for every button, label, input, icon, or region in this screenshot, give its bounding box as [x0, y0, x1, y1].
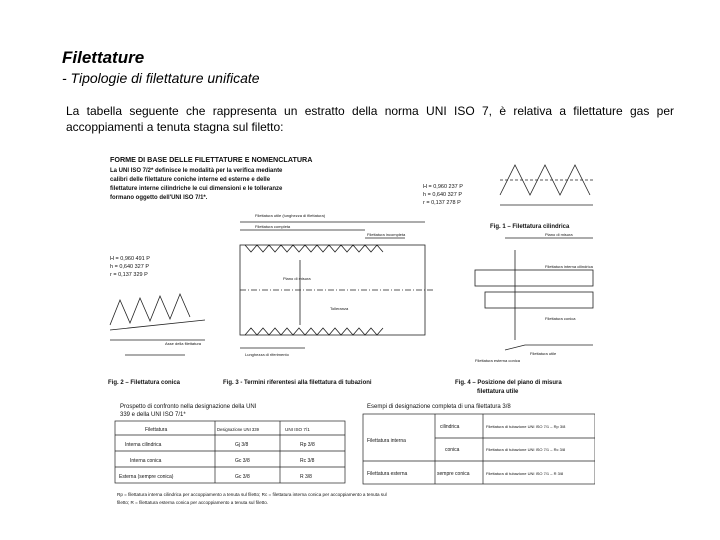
- table1-header-uni339: Designazione UNI 339: [217, 427, 259, 432]
- fig3-label-completa: Filettatura completa: [255, 224, 291, 229]
- fig3-pipe-drawing: [240, 222, 435, 348]
- table2-row3-designation: Filettatura di tubazione UNI ISO 7/1 – R 3/8: [486, 471, 564, 476]
- fig4-label-esterna: Filettatura esterna conica: [475, 358, 520, 363]
- page-title: Filettature: [62, 48, 145, 67]
- table1-row2-iso: Rc 3/8: [300, 458, 315, 464]
- fig4-label-utile: Filettatura utile: [530, 351, 557, 356]
- table1-row3-uni339: Gc 3/8: [235, 474, 250, 480]
- scan-desc-line-4: formano oggetto dell'UNI ISO 7/1*.: [110, 195, 208, 201]
- table2-row1-designation: Filettatura di tubazione UNI ISO 7/1 – Rp 3/8: [486, 424, 566, 429]
- page-subtitle: - Tipologie di filettature unificate: [62, 70, 260, 86]
- table2-row1-type: cilindrica: [440, 424, 460, 430]
- table2-row3-label: Filettatura esterna: [367, 471, 408, 477]
- table1-row1-type: Interna cilindrica: [125, 442, 162, 448]
- footnote-line-2: filetto; R = filettatura esterna conica per accoppiamento a tenuta sul filetto.: [117, 500, 269, 505]
- table1-header-filettatura: Filettatura: [145, 427, 168, 433]
- scan-desc-line-1: La UNI ISO 7/2* definisce le modalità per la verifica mediante: [110, 168, 283, 174]
- fig3-label-incompleta: Filettatura incompleta: [367, 232, 406, 237]
- fig3-label-tolleranza: Tolleranza: [330, 306, 349, 311]
- intro-paragraph: La tabella seguente che rappresenta un estratto della norma UNI ISO 7, è relativa a filettature gas per accoppiamenti a tenuta stagna sul filetto:: [66, 104, 674, 134]
- scan-desc-line-3: filettature interne cilindriche le cui dimensioni e le tolleranze: [110, 186, 283, 192]
- table2-title: Esempi di designazione completa di una filettatura 3/8: [367, 404, 511, 410]
- fig2-formula-2: h = 0,640 327 P: [110, 264, 149, 270]
- fig3-caption: Fig. 3 - Termini riferentesi alla filettatura di tubazioni: [223, 380, 372, 386]
- fig4-label-conica: Filettatura conica: [545, 316, 576, 321]
- table2-row2-type: conica: [445, 447, 460, 453]
- fig1-formula-1: H = 0,960 237 P: [423, 184, 463, 190]
- fig4-caption-1: Fig. 4 – Posizione del piano di misura: [455, 380, 562, 386]
- table2-row3-type: sempre conica: [437, 471, 470, 477]
- table2-row2-designation: Filettatura di tubazione UNI ISO 7/1 – Rc 3/8: [486, 447, 566, 452]
- fig1-formula-3: r = 0,137 278 P: [423, 200, 461, 206]
- scanned-standard-figure: [105, 150, 595, 510]
- fig4-drawing: [475, 238, 593, 350]
- fig3-label-piano: Piano di misura: [283, 276, 311, 281]
- fig1-caption: Fig. 1 – Filettatura cilindrica: [490, 224, 570, 230]
- table2-row1-label: Filettatura interna: [367, 438, 406, 444]
- table1-title-2: 339 e della UNI ISO 7/1*: [120, 412, 186, 418]
- fig4-label-piano: Piano di misura: [545, 232, 573, 237]
- fig3-label-asse: Asse della filettatura: [165, 341, 202, 346]
- table1-row3-type: Esterna (sempre conica): [119, 474, 174, 480]
- fig2-formula-1: H = 0,960 491 P: [110, 256, 150, 262]
- fig2-caption: Fig. 2 – Filettatura conica: [108, 380, 181, 386]
- fig4-label-interna: Filettatura interna cilindrica: [545, 264, 593, 269]
- footnote-line-1: Rp = filettatura interna cilindrica per accoppiamento a tenuta sul filetto; Rc = filettatura interna conica per accoppiamento a tenuta sul: [117, 492, 387, 497]
- fig2-formula-3: r = 0,137 329 P: [110, 272, 148, 278]
- fig1-thread-profile: [500, 165, 593, 205]
- scan-desc-line-2: calibri delle filettature coniche interne ed esterne e delle: [110, 177, 271, 183]
- table1-row2-uni339: Gc 3/8: [235, 458, 250, 464]
- fig3-label-lunghezza: Lunghezza di riferimento: [245, 352, 289, 357]
- table1-header-iso: UNI ISO 7/1: [285, 427, 310, 432]
- table1-row2-type: Interna conica: [130, 458, 162, 464]
- fig1-formula-2: h = 0,640 327 P: [423, 192, 462, 198]
- scan-heading: FORME DI BASE DELLE FILETTATURE E NOMENCLATURA: [110, 155, 313, 164]
- table1-row3-iso: R 3/8: [300, 474, 312, 480]
- fig3-label-utile: Filettatura utile (lunghezza di filettatura): [255, 213, 326, 218]
- table1-title-1: Prospetto di confronto nella designazione della UNI: [120, 404, 257, 410]
- table1-row1-uni339: Gj 3/8: [235, 442, 249, 448]
- table1-row1-iso: Rp 3/8: [300, 442, 315, 448]
- fig4-caption-2: filettatura utile: [477, 389, 519, 395]
